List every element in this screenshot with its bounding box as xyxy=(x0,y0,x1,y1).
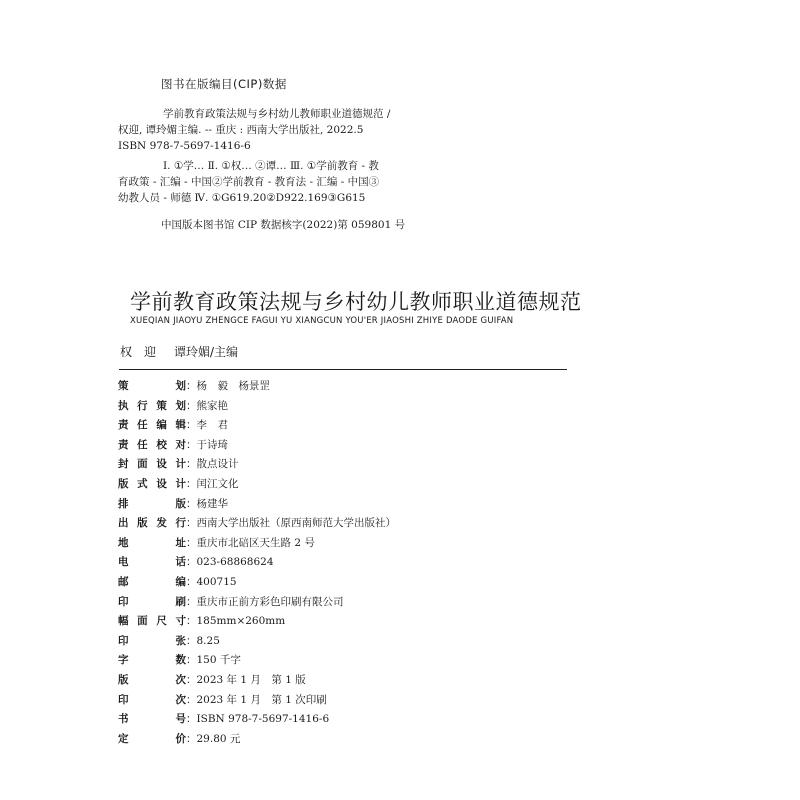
credit-value: ：2023 年 1 月 第 1 版 xyxy=(186,673,306,686)
editor-name-role: 谭玲媚/主编 xyxy=(174,345,239,359)
book-pinyin-title: XUEQIAN JIAOYU ZHENGCE FAGUI YU XIANGCUN YOU'ER JIAOSHI ZHIYE DAODE GUIFAN xyxy=(130,316,514,326)
book-title: 学前教育政策法规与乡村幼儿教师职业道德规范 xyxy=(130,290,582,314)
credit-label: 出版发行 xyxy=(118,517,186,530)
credit-label: 印 刷 xyxy=(118,595,186,608)
credit-row xyxy=(118,573,396,593)
credit-value: ：185mm×260mm xyxy=(186,615,286,628)
credit-value: ：023-68868624 xyxy=(186,556,274,569)
cip-classification-line: 育政策 - 汇编 - 中国②学前教育 - 教育法 - 汇编 - 中国③ xyxy=(118,176,380,188)
credit-value: ：杨 毅 杨景罡 xyxy=(186,380,270,392)
credit-value: ：400715 xyxy=(186,575,237,588)
cip-classification-line: Ⅰ. ①学… Ⅱ. ①权… ②谭… Ⅲ. ①学前教育 - 教 xyxy=(163,160,379,172)
cip-description-line: ISBN 978-7-5697-1416-6 xyxy=(118,140,251,152)
credit-row xyxy=(118,553,396,573)
credit-row xyxy=(118,377,396,397)
cip-description-line: 权迎, 谭玲媚主编. -- 重庆 : 西南大学出版社, 2022.5 xyxy=(118,124,364,136)
credit-row xyxy=(118,475,396,495)
credit-value: ：ISBN 978-7-5697-1416-6 xyxy=(186,713,330,726)
credit-label: 责任编辑 xyxy=(118,419,186,432)
credit-label: 邮 编 xyxy=(118,575,186,588)
credit-label: 印 次 xyxy=(118,693,186,706)
credit-value: ：熊家艳 xyxy=(186,399,228,412)
cip-verification: 中国版本图书馆 CIP 数据核字(2022)第 059801 号 xyxy=(161,219,406,231)
credit-value: ：29.80 元 xyxy=(186,732,241,745)
credit-row xyxy=(118,436,396,456)
credit-value: ：150 千字 xyxy=(186,654,241,667)
book-editors xyxy=(120,343,256,360)
editor-name: 权 迎 xyxy=(120,345,157,359)
credit-label: 幅面尺寸 xyxy=(118,615,186,628)
credit-label: 执行策划 xyxy=(118,399,186,412)
credit-row xyxy=(118,593,396,613)
credits-list xyxy=(118,377,396,749)
credit-row xyxy=(118,691,396,711)
cip-description-line: 学前教育政策法规与乡村幼儿教师职业道德规范 / xyxy=(163,108,391,120)
credit-row xyxy=(118,416,396,436)
cip-heading: 图书在版编目(CIP)数据 xyxy=(161,77,287,91)
credit-label: 版式设计 xyxy=(118,477,186,490)
credit-label: 排 版 xyxy=(118,497,186,510)
credit-row xyxy=(118,710,396,730)
credit-value: ：重庆市北碚区天生路 2 号 xyxy=(186,536,315,549)
credit-row xyxy=(118,730,396,750)
credit-value: ：西南大学出版社（原西南师范大学出版社） xyxy=(186,517,396,530)
credit-label: 定 价 xyxy=(118,732,186,745)
credit-value: ：闰江文化 xyxy=(186,477,239,490)
credit-label: 书 号 xyxy=(118,713,186,726)
credit-label: 责任校对 xyxy=(118,438,186,451)
credit-label: 策 划 xyxy=(118,380,186,392)
cip-description xyxy=(118,106,498,154)
credit-value: ：重庆市正前方彩色印刷有限公司 xyxy=(186,595,344,608)
credit-row xyxy=(118,651,396,671)
cip-classification xyxy=(118,158,498,206)
credit-value: ：8.25 xyxy=(186,634,220,647)
credit-label: 地 址 xyxy=(118,536,186,549)
credit-value: ：杨建华 xyxy=(186,497,228,510)
credit-row xyxy=(118,534,396,554)
credit-row xyxy=(118,397,396,417)
credit-label: 版 次 xyxy=(118,673,186,686)
credit-label: 字 数 xyxy=(118,654,186,667)
credit-value: ：于诗琦 xyxy=(186,438,228,451)
credit-row xyxy=(118,671,396,691)
credit-row xyxy=(118,632,396,652)
divider xyxy=(119,369,567,370)
credit-row xyxy=(118,612,396,632)
credit-value: ：散点设计 xyxy=(186,458,239,471)
credit-row xyxy=(118,514,396,534)
credit-label: 电 话 xyxy=(118,556,186,569)
credit-label: 印 张 xyxy=(118,634,186,647)
cip-classification-line: 幼教人员 - 师德 Ⅳ. ①G619.20②D922.169③G615 xyxy=(118,192,366,204)
credit-value: ：李 君 xyxy=(186,419,228,432)
credit-label: 封面设计 xyxy=(118,458,186,471)
credit-row xyxy=(118,495,396,515)
credit-value: ：2023 年 1 月 第 1 次印刷 xyxy=(186,693,327,706)
credit-row xyxy=(118,455,396,475)
